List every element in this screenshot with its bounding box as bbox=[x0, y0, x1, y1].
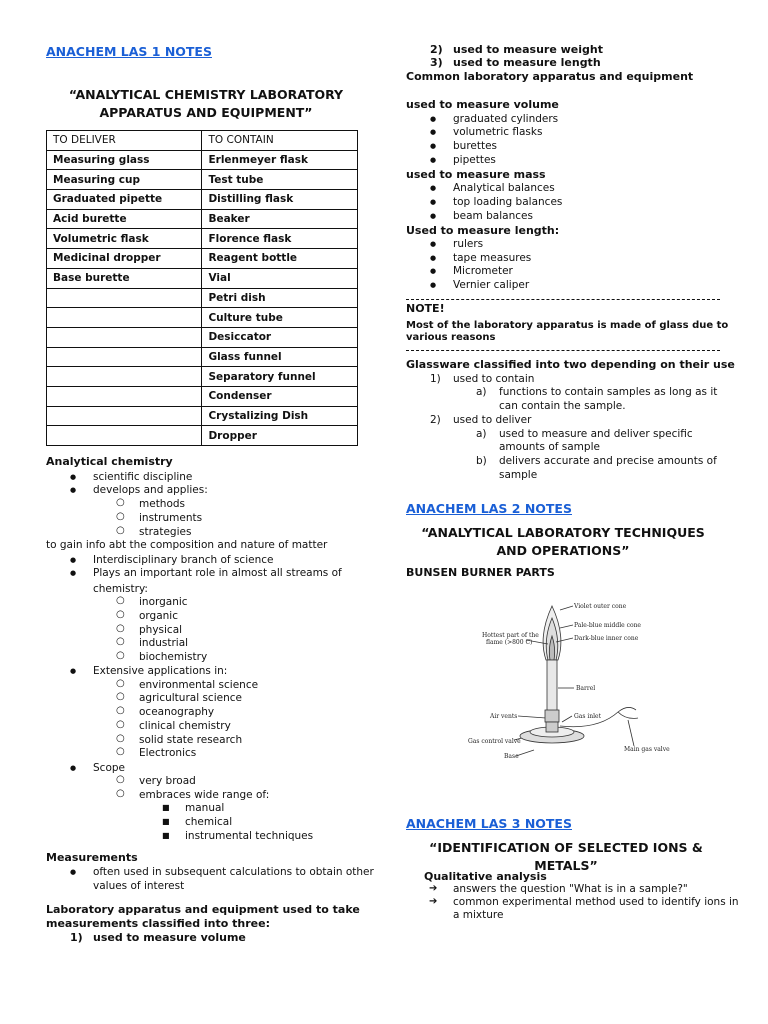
table-header-row bbox=[47, 131, 358, 151]
table-cell: Separatory funnel bbox=[202, 367, 358, 387]
list-item: ● Vernier caliper bbox=[453, 279, 529, 291]
table-row bbox=[47, 209, 358, 229]
table-cell: Condenser bbox=[202, 386, 358, 406]
list-item: delivers accurate and precise amounts of bbox=[499, 455, 717, 467]
list-item: ● pipettes bbox=[453, 154, 496, 166]
list-item-cont: sample bbox=[499, 469, 538, 481]
dashed-divider bbox=[406, 299, 720, 300]
list-item-cont: can contain the sample. bbox=[499, 400, 626, 412]
table-cell: Volumetric flask bbox=[47, 229, 202, 249]
note-line2: various reasons bbox=[406, 332, 496, 343]
list-item: ○ strategies bbox=[139, 526, 191, 538]
list-item: ○ agricultural science bbox=[139, 692, 242, 704]
table-cell: Culture tube bbox=[202, 308, 358, 328]
list-item: ○ industrial bbox=[139, 637, 188, 649]
measurements-heading: Measurements bbox=[46, 851, 138, 864]
table-row bbox=[47, 367, 358, 387]
list-item: used to contain bbox=[453, 373, 535, 385]
table-cell bbox=[47, 406, 202, 426]
tail-text: to gain info abt the composition and nature of matter bbox=[46, 539, 328, 551]
list-item: ○ Electronics bbox=[139, 747, 196, 759]
list-item: ● beam balances bbox=[453, 210, 533, 222]
table-cell: Acid burette bbox=[47, 209, 202, 229]
list-item: used to deliver bbox=[453, 414, 532, 426]
list-item: used to measure volume bbox=[93, 931, 246, 944]
table-cell: Graduated pipette bbox=[47, 190, 202, 210]
list-letter: b) bbox=[476, 455, 487, 467]
table-cell: Measuring cup bbox=[47, 170, 202, 190]
list-item-cont: amounts of sample bbox=[499, 441, 600, 453]
table-row bbox=[47, 170, 358, 190]
table-cell bbox=[47, 308, 202, 328]
list-item-cont: chemistry: bbox=[93, 583, 148, 595]
list-number: 3) bbox=[430, 56, 443, 69]
list-item: ○ clinical chemistry bbox=[139, 720, 231, 732]
table-cell: Desiccator bbox=[202, 327, 358, 347]
label-barrel: Barrel bbox=[576, 685, 596, 692]
list-item: ● often used in subsequent calculations to obtain other bbox=[93, 866, 374, 878]
table-header-cell: TO DELIVER bbox=[47, 131, 202, 151]
list-item: ○ solid state research bbox=[139, 734, 242, 746]
table-row bbox=[47, 327, 358, 347]
classified-line1: Laboratory apparatus and equipment used to take bbox=[46, 903, 360, 916]
label-gcv: Gas control valve bbox=[468, 738, 521, 745]
table-row bbox=[47, 308, 358, 328]
list-item: used to measure and deliver specific bbox=[499, 428, 693, 440]
table-cell: Vial bbox=[202, 268, 358, 288]
list-item: ● develops and applies: bbox=[93, 484, 208, 496]
list-item: ➔ common experimental method used to identify ions in bbox=[453, 896, 739, 908]
apparatus-table bbox=[46, 130, 358, 446]
list-item: ○ biochemistry bbox=[139, 651, 207, 663]
table-cell bbox=[47, 426, 202, 446]
label-violet: Violet outer cone bbox=[574, 603, 627, 610]
table-row bbox=[47, 426, 358, 446]
list-item: ○ oceanography bbox=[139, 706, 214, 718]
bunsen-heading: BUNSEN BURNER PARTS bbox=[406, 566, 555, 579]
label-dark: Dark-blue inner cone bbox=[574, 635, 639, 642]
table-row bbox=[47, 249, 358, 269]
table-cell: Beaker bbox=[202, 209, 358, 229]
list-number: 2) bbox=[430, 43, 443, 56]
list-item: ○ organic bbox=[139, 610, 178, 622]
table-cell bbox=[47, 347, 202, 367]
list-item: ● burettes bbox=[453, 140, 497, 152]
list-item: ● top loading balances bbox=[453, 196, 562, 208]
list-number: 1) bbox=[430, 373, 441, 385]
table-cell: Test tube bbox=[202, 170, 358, 190]
las2-heading-link[interactable]: ANACHEM LAS 2 NOTES bbox=[406, 501, 572, 516]
list-item: ➔ answers the question "What is in a sample?" bbox=[453, 883, 688, 895]
table-cell: Petri dish bbox=[202, 288, 358, 308]
table-cell: Crystalizing Dish bbox=[202, 406, 358, 426]
table-cell: Base burette bbox=[47, 268, 202, 288]
dashed-divider bbox=[406, 350, 720, 351]
table-cell: Reagent bottle bbox=[202, 249, 358, 269]
list-item: ○ embraces wide range of: bbox=[139, 789, 269, 801]
list-item: ● rulers bbox=[453, 238, 483, 250]
table-cell bbox=[47, 386, 202, 406]
table-row bbox=[47, 229, 358, 249]
list-number: 2) bbox=[430, 414, 441, 426]
table-row bbox=[47, 386, 358, 406]
list-item: functions to contain samples as long as it bbox=[499, 386, 718, 398]
table-cell bbox=[47, 327, 202, 347]
glassware-heading: Glassware classified into two depending on their use bbox=[406, 358, 735, 371]
list-item: ● Plays an important role in almost all streams of bbox=[93, 567, 342, 579]
label-hot2: flame (>800 C) bbox=[486, 639, 533, 646]
length-heading: Used to measure length: bbox=[406, 224, 560, 237]
table-row bbox=[47, 347, 358, 367]
common-heading: Common laboratory apparatus and equipment bbox=[406, 70, 694, 83]
table-cell: Dropper bbox=[202, 426, 358, 446]
list-item: ● Scope bbox=[93, 762, 125, 774]
list-item-cont: values of interest bbox=[93, 880, 185, 892]
label-base: Base bbox=[504, 753, 519, 760]
table-row bbox=[47, 190, 358, 210]
table-header-cell: TO CONTAIN bbox=[202, 131, 358, 151]
table-cell: Measuring glass bbox=[47, 150, 202, 170]
table-cell: Distilling flask bbox=[202, 190, 358, 210]
qualitative-heading: Qualitative analysis bbox=[424, 870, 547, 883]
table-row bbox=[47, 288, 358, 308]
list-item: ○ inorganic bbox=[139, 596, 188, 608]
table-row bbox=[47, 150, 358, 170]
list-item: ○ very broad bbox=[139, 775, 196, 787]
analytical-chemistry-heading: Analytical chemistry bbox=[46, 455, 173, 468]
list-letter: a) bbox=[476, 386, 487, 398]
las1-heading-link[interactable]: ANACHEM LAS 1 NOTES bbox=[46, 44, 212, 59]
note-line1: Most of the laboratory apparatus is made of glass due to bbox=[406, 320, 729, 331]
list-item-cont: a mixture bbox=[453, 909, 504, 921]
table-cell bbox=[47, 367, 202, 387]
label-gasinlet: Gas inlet bbox=[574, 713, 602, 720]
list-item: used to measure length bbox=[453, 56, 601, 69]
note-heading: NOTE! bbox=[406, 302, 445, 315]
list-item: ● Interdisciplinary branch of science bbox=[93, 554, 273, 566]
list-item: ● tape measures bbox=[453, 252, 531, 264]
list-item: ● Micrometer bbox=[453, 265, 513, 277]
list-item: ● volumetric flasks bbox=[453, 126, 542, 138]
list-item: ○ instruments bbox=[139, 512, 202, 524]
list-item: ● Extensive applications in: bbox=[93, 665, 227, 677]
list-item: ■ chemical bbox=[185, 816, 232, 828]
table-cell bbox=[47, 288, 202, 308]
label-hot1: Hottest part of the bbox=[482, 632, 539, 639]
classified-line2: measurements classified into three: bbox=[46, 917, 270, 930]
las3-title: “IDENTIFICATION OF SELECTED IONS & METALS” bbox=[429, 840, 703, 873]
table-row bbox=[47, 406, 358, 426]
list-item: ○ physical bbox=[139, 624, 182, 636]
list-item: ■ instrumental techniques bbox=[185, 830, 313, 842]
list-item: ● scientific discipline bbox=[93, 471, 192, 483]
list-number: 1) bbox=[70, 931, 83, 944]
table-cell: Erlenmeyer flask bbox=[202, 150, 358, 170]
mass-heading: used to measure mass bbox=[406, 168, 546, 181]
table-row bbox=[47, 268, 358, 288]
list-item: ■ manual bbox=[185, 802, 224, 814]
las1-title: “ANALYTICAL CHEMISTRY LABORATORY APPARATUS AND EQUIPMENT” bbox=[68, 87, 344, 120]
list-item: ○ environmental science bbox=[139, 679, 258, 691]
label-air: Air vents bbox=[490, 713, 518, 720]
list-item: used to measure weight bbox=[453, 43, 603, 56]
table-cell: Medicinal dropper bbox=[47, 249, 202, 269]
table-cell: Glass funnel bbox=[202, 347, 358, 367]
label-main: Main gas valve bbox=[624, 746, 670, 753]
table-cell: Florence flask bbox=[202, 229, 358, 249]
list-letter: a) bbox=[476, 428, 487, 440]
list-item: ● graduated cylinders bbox=[453, 113, 558, 125]
volume-heading: used to measure volume bbox=[406, 98, 559, 111]
label-pale: Pale-blue middle cone bbox=[574, 622, 641, 629]
list-item: ● Analytical balances bbox=[453, 182, 555, 194]
bunsen-burner-diagram bbox=[468, 600, 678, 765]
las2-title: “ANALYTICAL LABORATORY TECHNIQUES AND OPERATIONS” bbox=[421, 525, 705, 558]
list-item: ○ methods bbox=[139, 498, 185, 510]
las3-heading-link[interactable]: ANACHEM LAS 3 NOTES bbox=[406, 816, 572, 831]
